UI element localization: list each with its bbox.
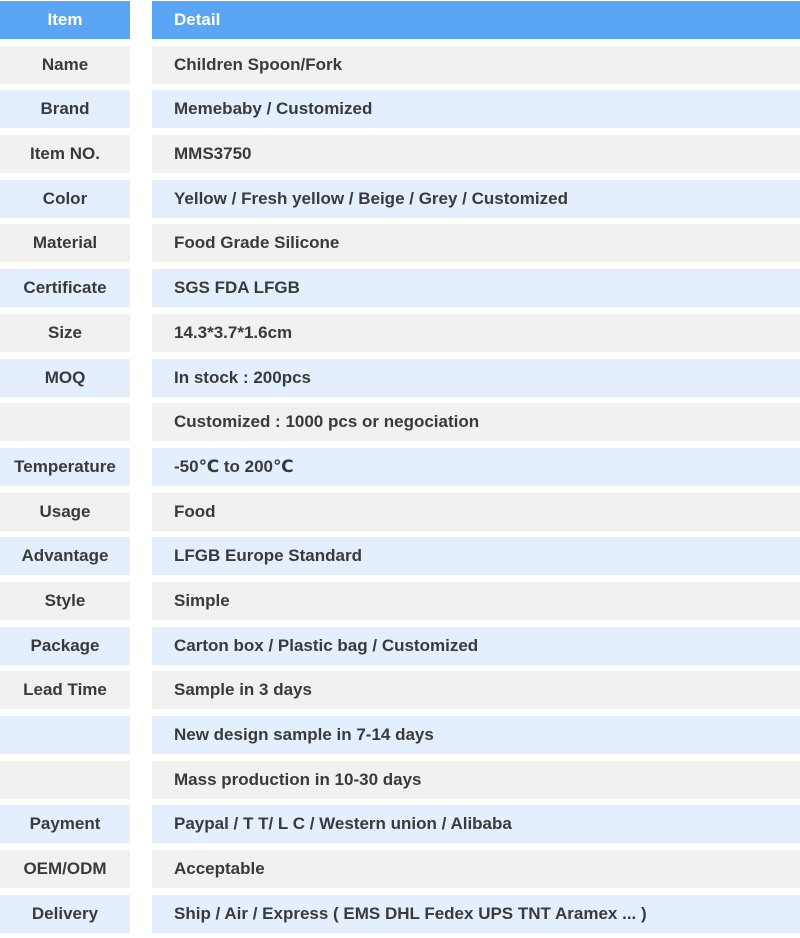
row-label: Advantage <box>0 537 130 575</box>
row-label: Package <box>0 627 130 665</box>
row-label: OEM/ODM <box>0 850 130 888</box>
row-value: In stock : 200pcs <box>152 359 800 397</box>
row-value: Yellow / Fresh yellow / Beige / Grey / Customized <box>152 180 800 218</box>
row-value: Simple <box>152 582 800 620</box>
table-row <box>0 760 800 805</box>
table-row <box>0 447 800 492</box>
row-label: Color <box>0 180 130 218</box>
row-label: Item NO. <box>0 135 130 173</box>
header-detail-cell: Detail <box>152 1 800 39</box>
row-value: Memebaby / Customized <box>152 90 800 128</box>
row-label <box>0 716 130 754</box>
row-value: Customized : 1000 pcs or negociation <box>152 403 800 441</box>
table-row <box>0 715 800 760</box>
row-value: Sample in 3 days <box>152 671 800 709</box>
table-row <box>0 894 800 938</box>
table-row <box>0 670 800 715</box>
row-value: Food Grade Silicone <box>152 224 800 262</box>
row-label: Temperature <box>0 448 130 486</box>
row-label: Material <box>0 224 130 262</box>
table-row <box>0 402 800 447</box>
row-label: Style <box>0 582 130 620</box>
table-row <box>0 492 800 537</box>
row-value: Mass production in 10-30 days <box>152 761 800 799</box>
row-label: Delivery <box>0 895 130 933</box>
table-row <box>0 804 800 849</box>
row-label: Size <box>0 314 130 352</box>
row-value: -50℃ to 200℃ <box>152 448 800 486</box>
row-value: SGS FDA LFGB <box>152 269 800 307</box>
row-label: Certificate <box>0 269 130 307</box>
header-item-cell: Item <box>0 1 130 39</box>
row-label <box>0 403 130 441</box>
row-value: Food <box>152 493 800 531</box>
row-value: Children Spoon/Fork <box>152 46 800 84</box>
row-value: Ship / Air / Express ( EMS DHL Fedex UPS TNT Aramex ... ) <box>152 895 800 933</box>
row-label <box>0 761 130 799</box>
table-row <box>0 223 800 268</box>
row-value: LFGB Europe Standard <box>152 537 800 575</box>
table-row <box>0 626 800 671</box>
row-label: MOQ <box>0 359 130 397</box>
row-label: Usage <box>0 493 130 531</box>
table-row <box>0 536 800 581</box>
table-row <box>0 45 800 90</box>
table-row <box>0 581 800 626</box>
row-label: Payment <box>0 805 130 843</box>
row-value: Carton box / Plastic bag / Customized <box>152 627 800 665</box>
row-value: MMS3750 <box>152 135 800 173</box>
table-row <box>0 134 800 179</box>
table-row <box>0 313 800 358</box>
row-label: Brand <box>0 90 130 128</box>
row-value: Acceptable <box>152 850 800 888</box>
row-label: Name <box>0 46 130 84</box>
table-header <box>0 0 800 45</box>
table-row <box>0 89 800 134</box>
table-row <box>0 268 800 313</box>
row-value: New design sample in 7-14 days <box>152 716 800 754</box>
row-label: Lead Time <box>0 671 130 709</box>
table-row <box>0 849 800 894</box>
row-value: Paypal / T T/ L C / Western union / Alibaba <box>152 805 800 843</box>
table-row <box>0 358 800 403</box>
row-value: 14.3*3.7*1.6cm <box>152 314 800 352</box>
table-row <box>0 179 800 224</box>
